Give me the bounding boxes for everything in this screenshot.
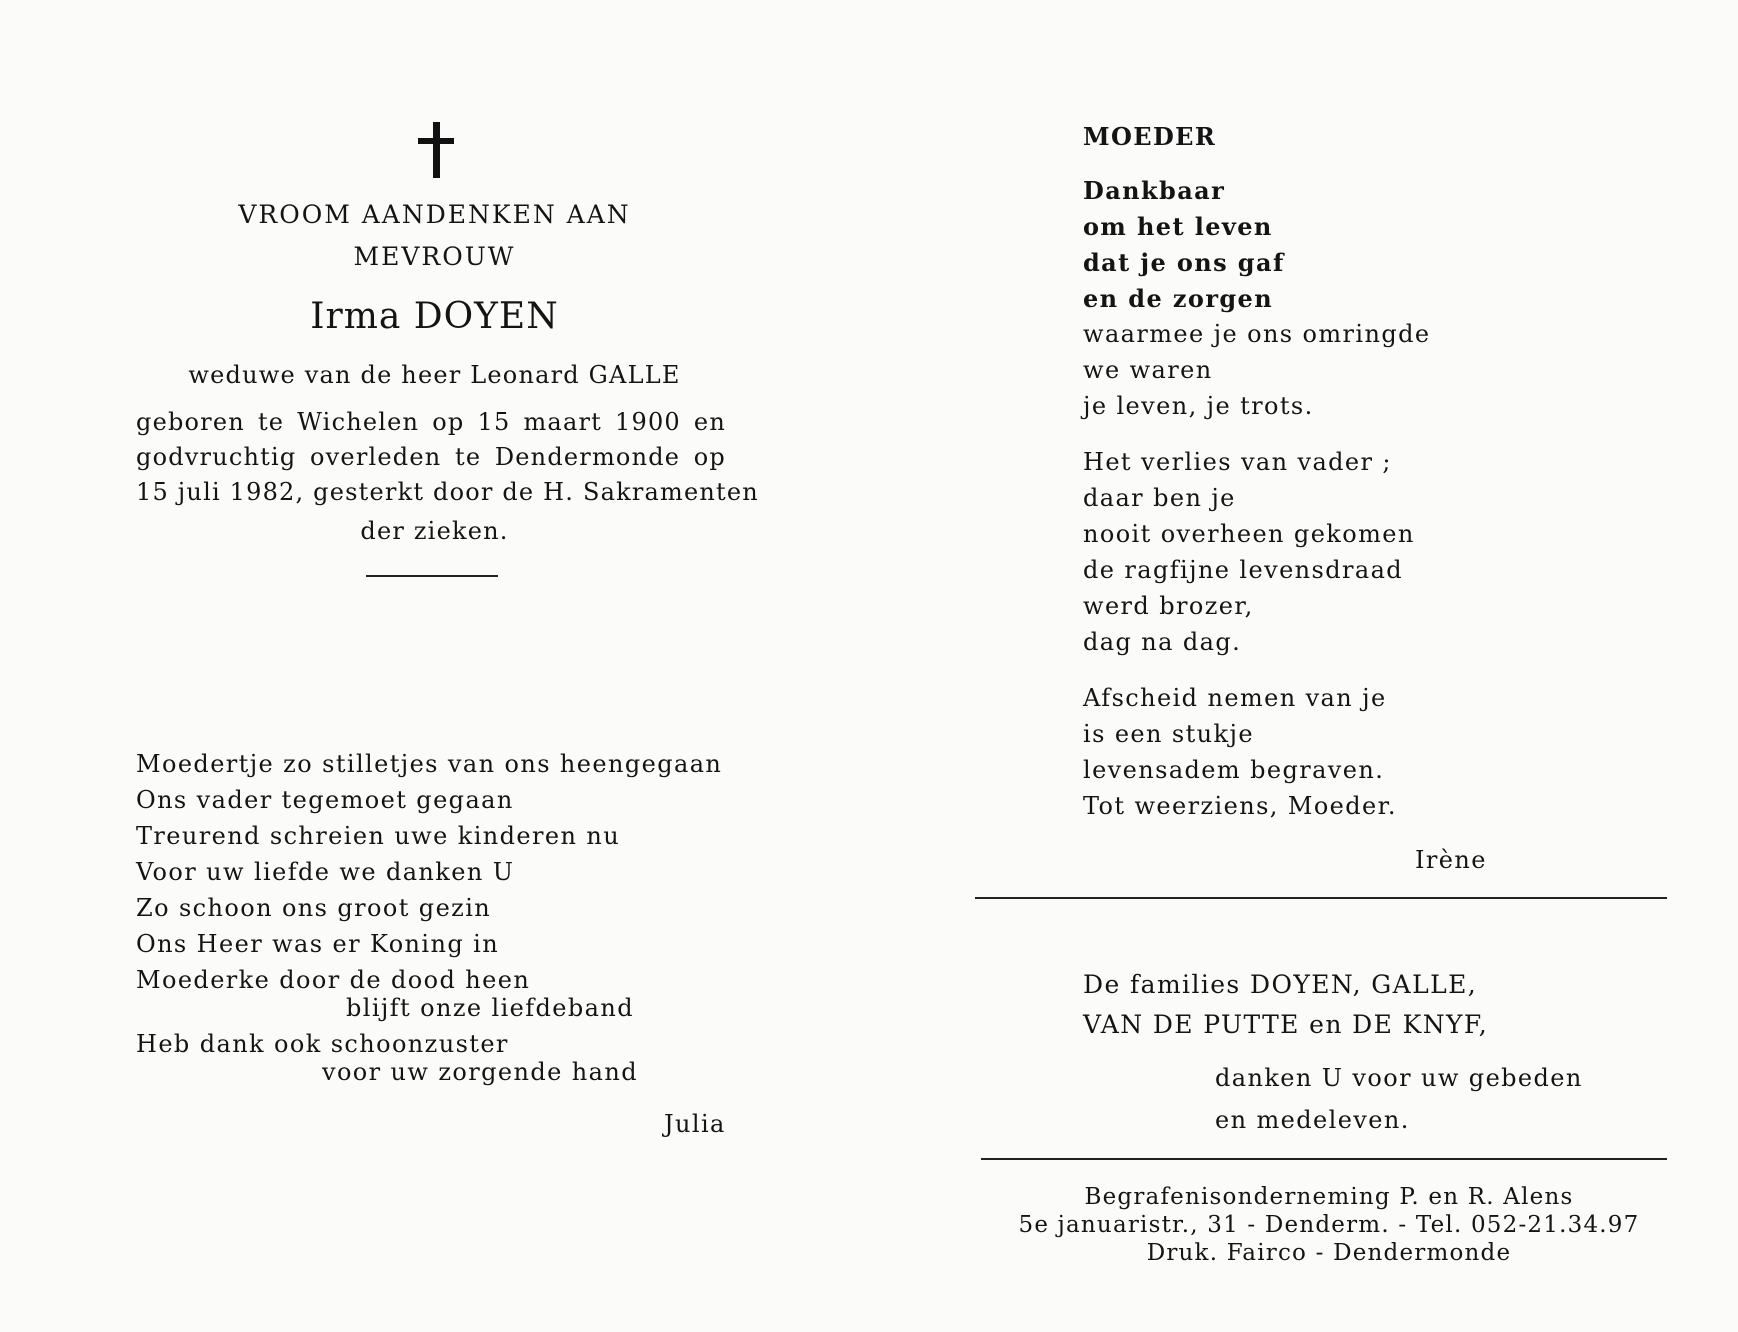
poem-line: om het leven (1083, 212, 1273, 241)
bio-line: 15 juli 1982, gesterkt door de H. Sakramenten (136, 478, 759, 506)
cross-icon (418, 122, 454, 178)
poem-line: Afscheid nemen van je (1083, 684, 1387, 712)
poem-line: Het verlies van vader ; (1083, 448, 1392, 476)
poem-line: Moederke door de dood heen (136, 966, 531, 994)
heading-mevrouw: MEVROUW (353, 242, 516, 271)
poem-line: levensadem begraven. (1083, 756, 1385, 784)
poem-line: Heb dank ook schoonzuster (136, 1030, 509, 1058)
bio-line: godvruchtig overleden te Dendermonde op (136, 443, 726, 471)
poem-line: blijft onze liefdeband (346, 994, 634, 1022)
bio-last-line: der zieken. (360, 517, 509, 545)
divider (981, 1158, 1667, 1160)
poem-line: we waren (1083, 356, 1213, 384)
poem-line: daar ben je (1083, 484, 1236, 512)
footer-undertaker: Begrafenisonderneming P. en R. Alens (1084, 1184, 1574, 1210)
poem-line: Treurend schreien uwe kinderen nu (136, 822, 621, 850)
right-page (869, 0, 1738, 1332)
poem-line: Ons vader tegemoet gegaan (136, 786, 514, 814)
poem-line: Moedertje zo stilletjes van ons heengegaan (136, 750, 723, 778)
families-line: VAN DE PUTTE en DE KNYF, (1083, 1010, 1489, 1039)
poem-line: Zo schoon ons groot gezin (136, 894, 492, 922)
poem-line: dat je ons gaf (1083, 248, 1285, 277)
footer-address: 5e januaristr., 31 - Denderm. - Tel. 052-21.34.97 (1018, 1212, 1640, 1238)
poem-line: voor uw zorgende hand (322, 1058, 638, 1086)
poem-line: is een stukje (1083, 720, 1254, 748)
divider (366, 575, 498, 577)
poem-line: Dankbaar (1083, 176, 1226, 205)
poem-line: waarmee je ons omringde (1083, 320, 1431, 348)
families-line: De families DOYEN, GALLE, (1083, 970, 1478, 999)
poem-line: werd brozer, (1083, 592, 1254, 620)
poem-signature: Julia (664, 1110, 726, 1138)
deceased-name: Irma DOYEN (310, 296, 559, 337)
divider (975, 897, 1667, 899)
poem-line: dag na dag. (1083, 628, 1242, 656)
footer-printer: Druk. Fairco - Dendermonde (1146, 1240, 1512, 1266)
heading-remembrance: VROOM AANDENKEN AAN (238, 200, 631, 229)
widow-line: weduwe van de heer Leonard GALLE (188, 361, 681, 389)
poem-title: MOEDER (1083, 122, 1217, 151)
thanks-line: danken U voor uw gebeden (1215, 1064, 1583, 1092)
thanks-line: en medeleven. (1215, 1106, 1410, 1134)
poem-line: de ragfijne levensdraad (1083, 556, 1404, 584)
poem-line: Tot weerziens, Moeder. (1083, 792, 1397, 820)
poem-line: nooit overheen gekomen (1083, 520, 1415, 548)
poem-line: Voor uw liefde we danken U (136, 858, 515, 886)
poem-line: Ons Heer was er Koning in (136, 930, 500, 958)
poem-line: en de zorgen (1083, 284, 1274, 313)
poem-signature: Irène (1415, 846, 1487, 874)
poem-line: je leven, je trots. (1083, 392, 1314, 420)
bio-line: geboren te Wichelen op 15 maart 1900 en (136, 408, 726, 436)
